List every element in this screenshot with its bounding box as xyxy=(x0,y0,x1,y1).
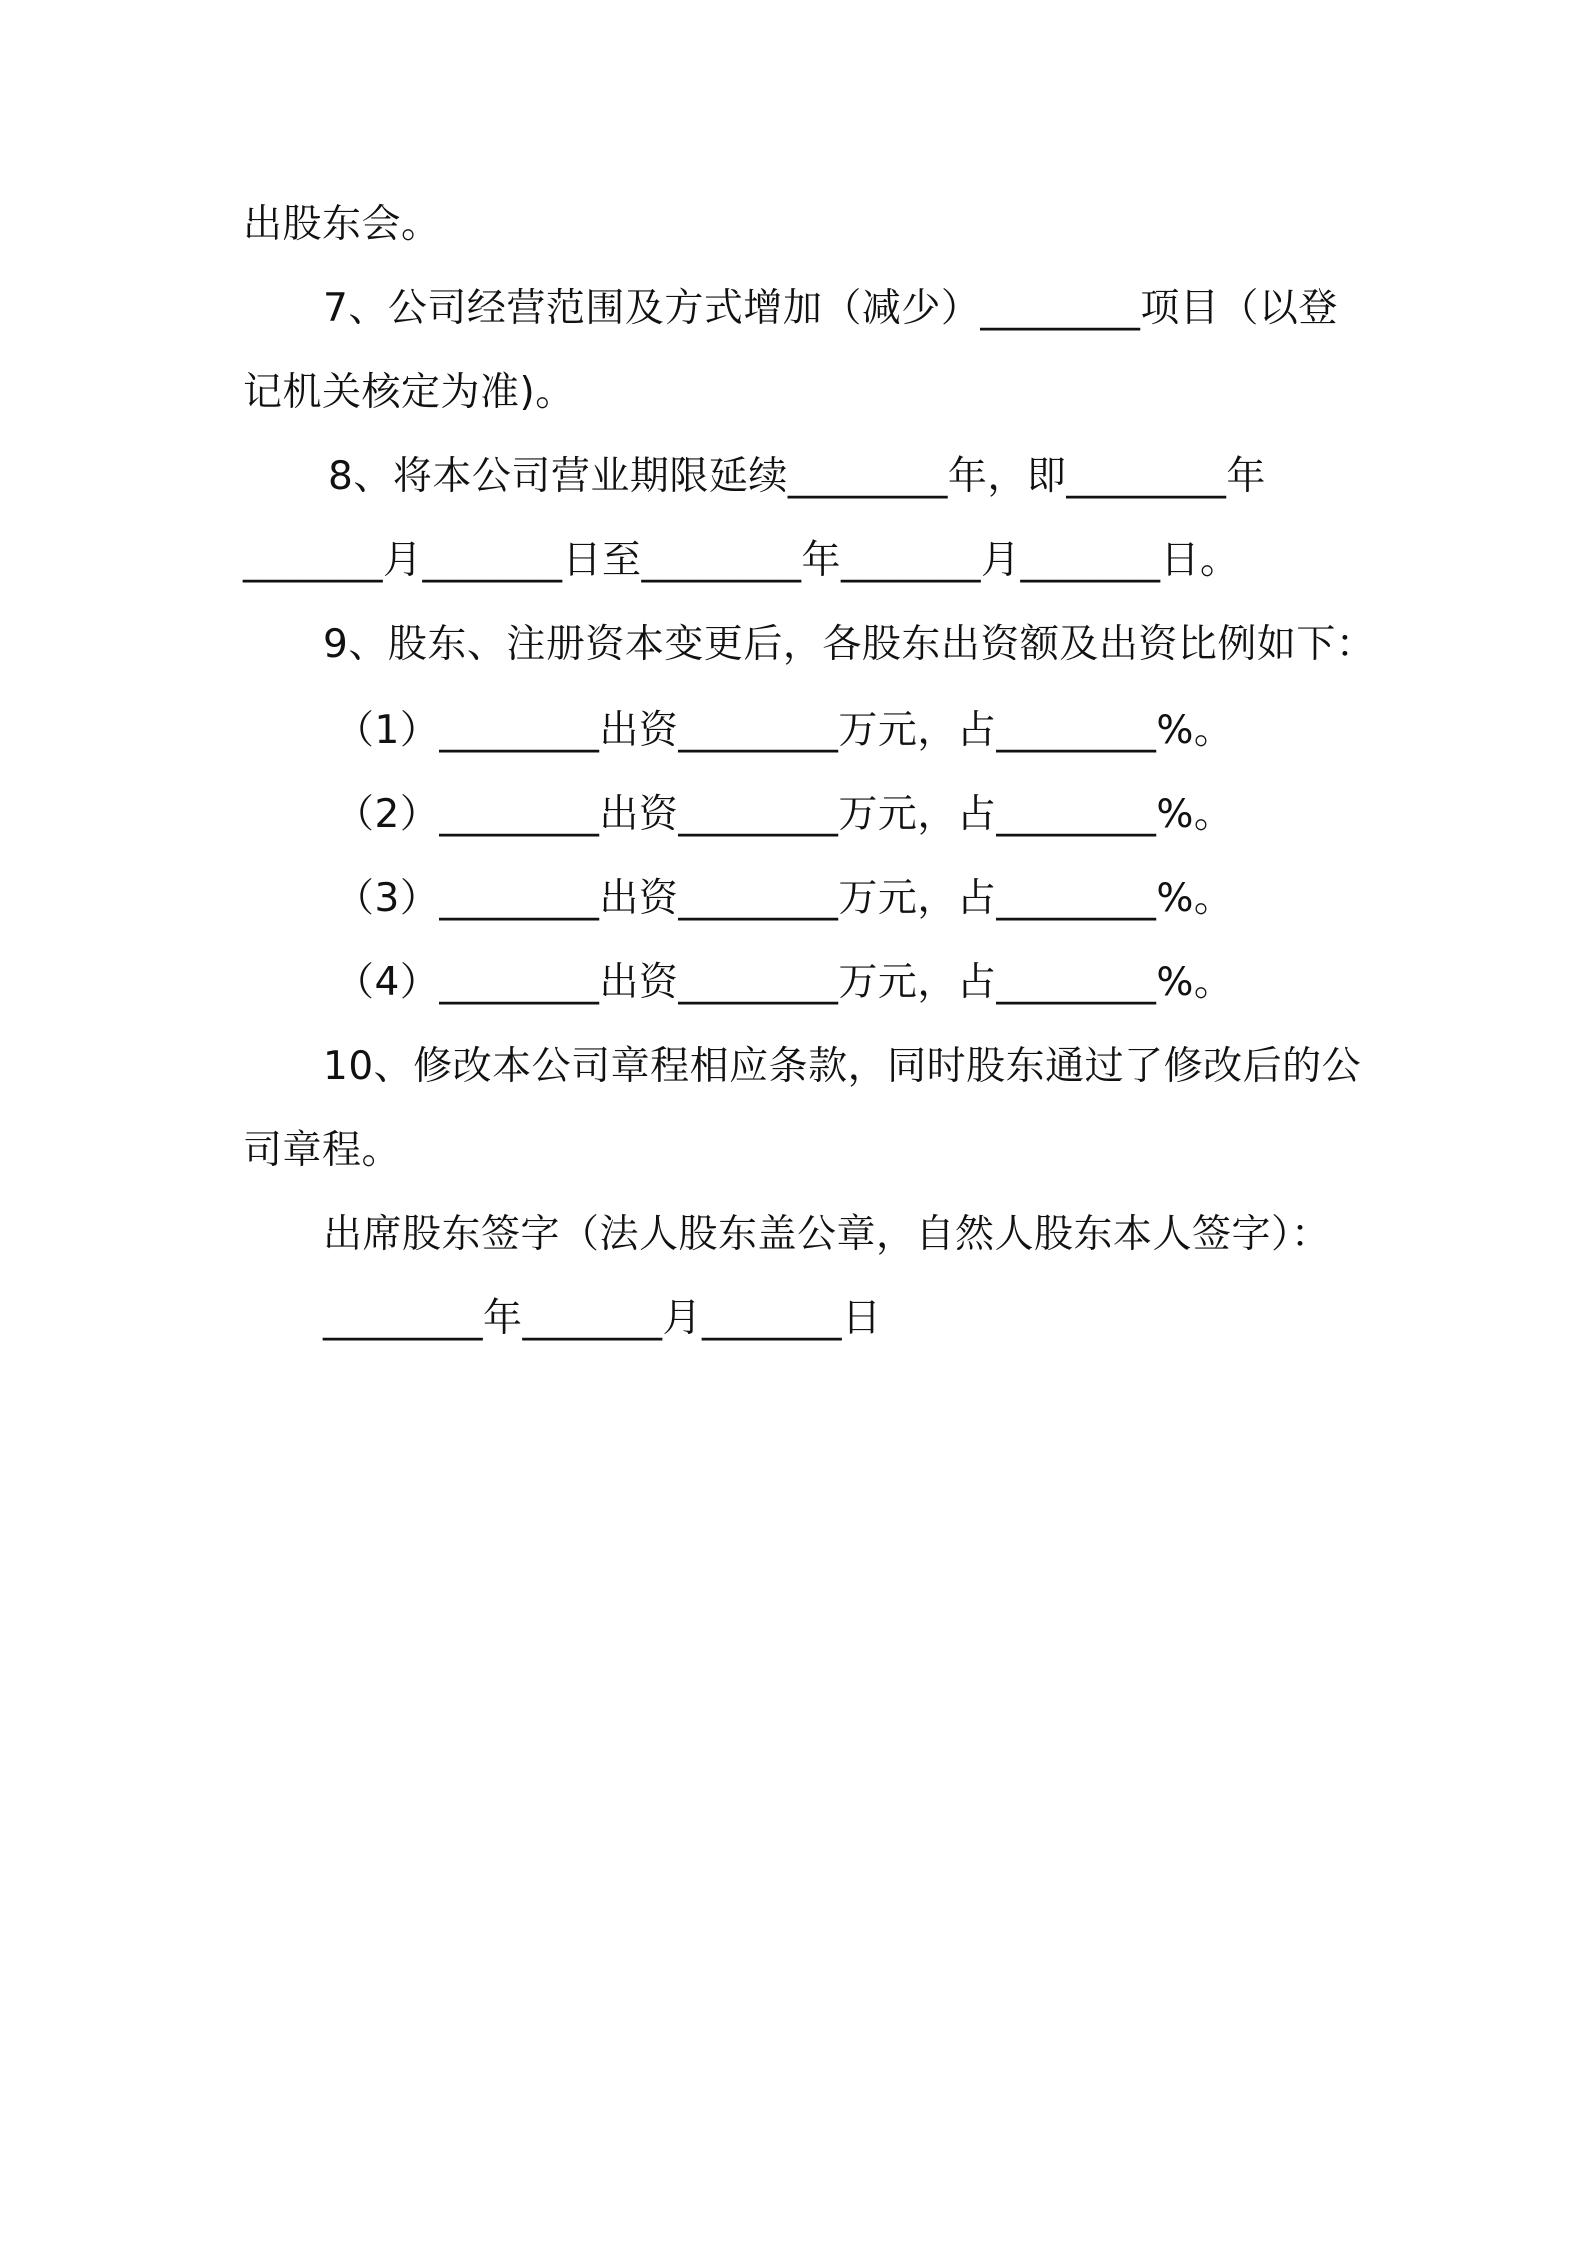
text-line-12: 司章程。 xyxy=(243,1128,402,1173)
date-range-line xyxy=(243,536,1240,586)
text-line-1: 出股东会。 xyxy=(243,202,441,247)
text-line-4: 8、将本公司营业期限延续________年，即________年 xyxy=(328,454,1266,499)
signature-line xyxy=(323,1210,1331,1260)
shareholder-row xyxy=(335,706,1233,756)
shareholder-row xyxy=(335,790,1233,840)
shareholder-row xyxy=(335,958,1233,1008)
text-line-11: 10、修改本公司章程相应条款，同时股东通过了修改后的公 xyxy=(323,1044,1362,1089)
item-7-line xyxy=(323,284,1357,334)
text-line-2: 7、公司经营范围及方式增加（减少）________项目（以登 xyxy=(323,286,1338,331)
text-line-10: （4）________出资________万元，占________%。 xyxy=(335,960,1234,1005)
text-line-7: （1）________出资________万元，占________%。 xyxy=(335,708,1234,753)
paragraph-line xyxy=(243,200,441,250)
paragraph-line xyxy=(243,368,575,418)
text-line-8: （2）________出资________万元，占________%。 xyxy=(335,792,1234,837)
text-line-13: 出席股东签字（法人股东盖公章，自然人股东本人签字）： xyxy=(323,1212,1331,1257)
item-8-line xyxy=(328,452,1266,502)
text-line-9: （3）________出资________万元，占________%。 xyxy=(335,876,1234,921)
text-line-3: 记机关核定为准)。 xyxy=(243,370,575,415)
shareholder-row xyxy=(335,874,1233,924)
item-10-line xyxy=(323,1042,1361,1092)
item-9-line xyxy=(323,620,1375,670)
text-line-14: ________年_______月_______日 xyxy=(323,1296,882,1341)
text-line-5: _______月_______日至________年_______月_______日。 xyxy=(243,538,1240,583)
signature-date-line xyxy=(323,1294,882,1344)
text-line-6: 9、股东、注册资本变更后，各股东出资额及出资比例如下： xyxy=(323,622,1376,667)
paragraph-line xyxy=(243,1126,401,1176)
